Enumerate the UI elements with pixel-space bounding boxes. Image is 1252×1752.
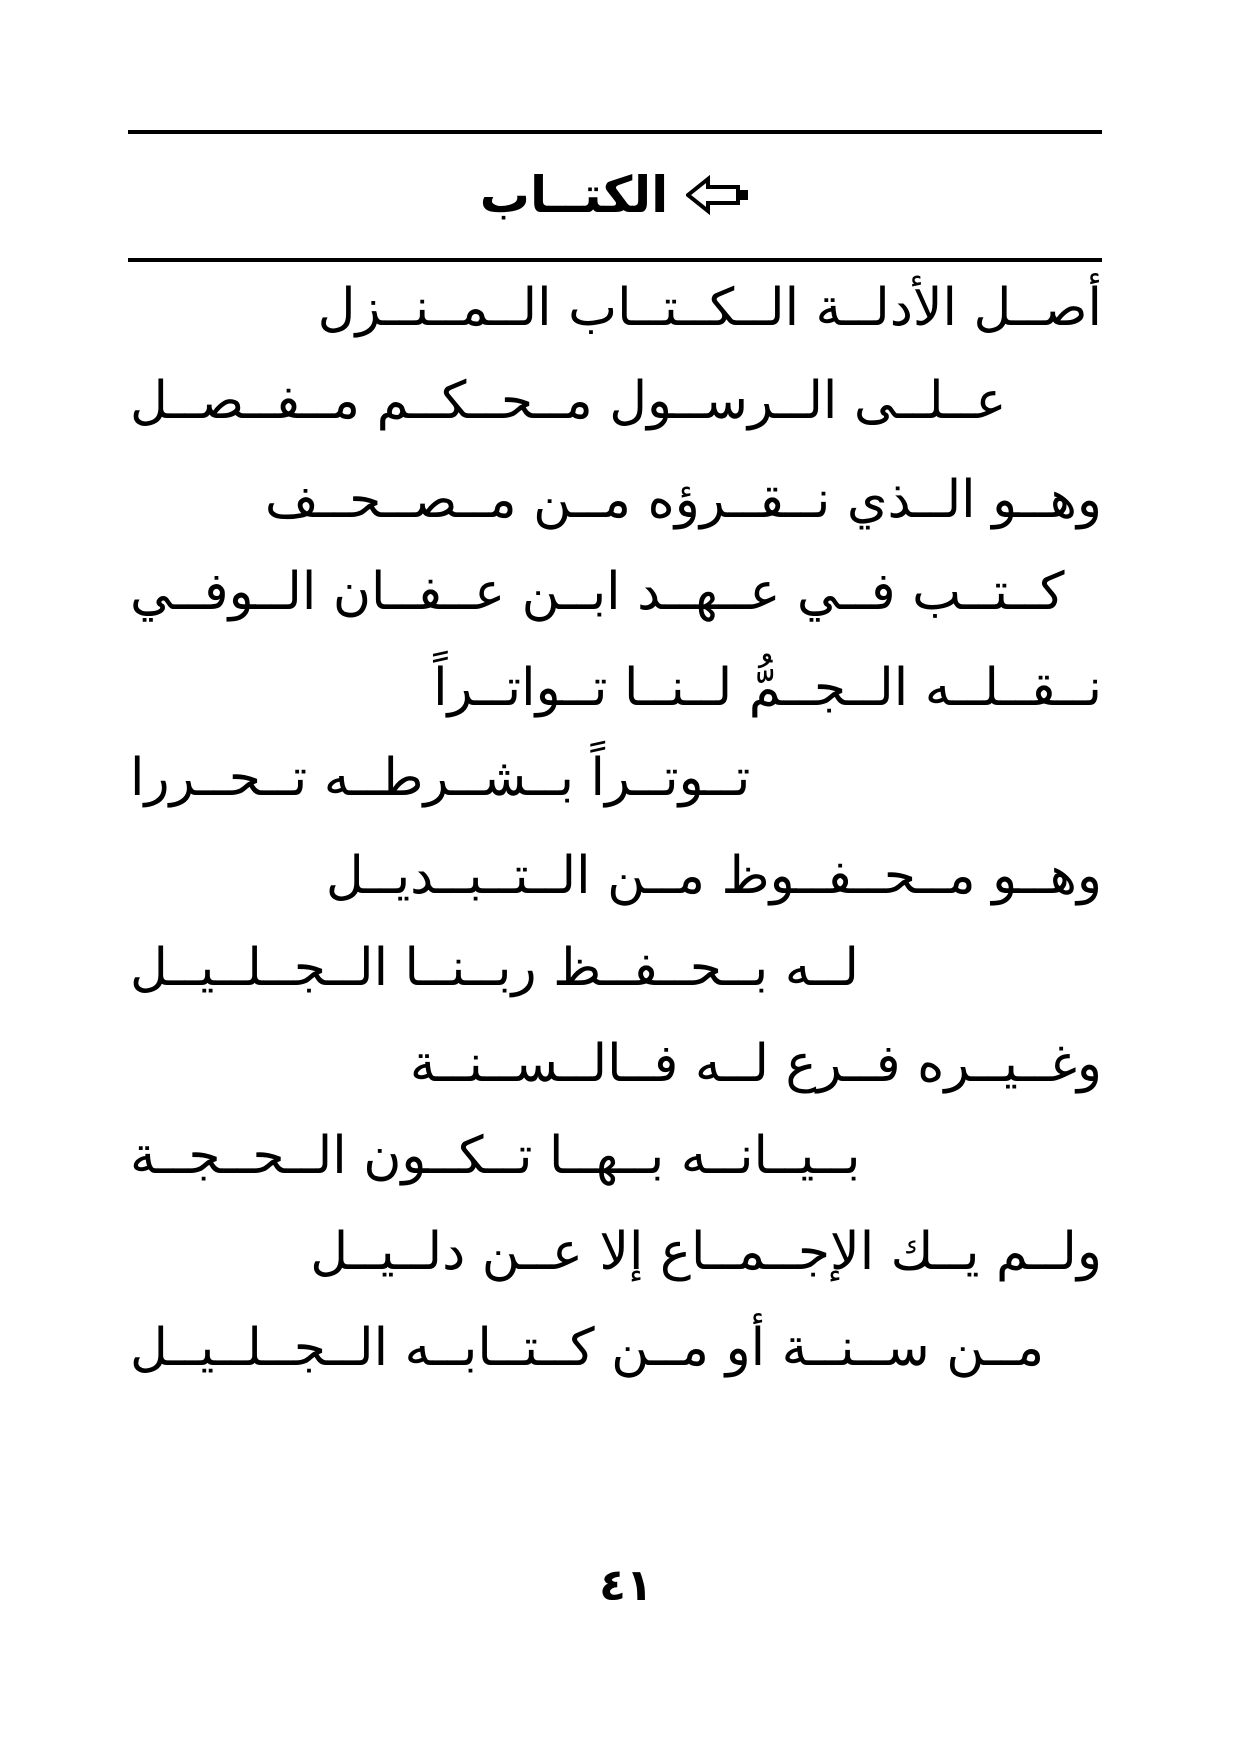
verse-line: وغــيــره فــرع لــه فــالــســنــة [409,1034,1102,1094]
verse-line: نــقــلــه الــجــمُّ لــنــا تــواتــراً [433,658,1102,718]
top-rule [128,130,1102,134]
bottom-rule [128,258,1102,262]
chapter-title: الكتــاب [479,166,669,224]
verse-line: مــن ســنــة أو مــن كــتــابــه الــجــلــيــل [130,1318,1045,1378]
chapter-heading [128,150,1102,240]
verse-line: بــيــانــه بــهــا تــكــون الــحــجــة [130,1126,861,1186]
verse-line: وهــو الــذي نــقــرؤه مــن مــصــحــف [264,470,1102,530]
verse-line: لــه بــحــفــظ ربــنــا الــجــلــيــل [130,938,859,998]
verse-line: كــتــب فــي عــهــد ابــن عــفــان الــوفــي [130,562,1065,622]
verse-line: عــلــى الــرســول مــحــكــم مــفــصــل [130,371,1007,431]
verse-line: تــوتــراً بــشــرطــه تــحــررا [130,748,751,808]
pointing-arrow-icon [686,175,750,215]
page-number: ٤١ [599,1560,653,1611]
verse-line: ولــم يــك الإجــمــاع إلا عــن دلــيــل [310,1222,1102,1282]
verse-line: أصــل الأدلــة الــكــتــاب الــمــنــزل [317,278,1102,338]
verse-line: وهــو مــحــفــوظ مــن الــتــبــديــل [325,846,1102,906]
